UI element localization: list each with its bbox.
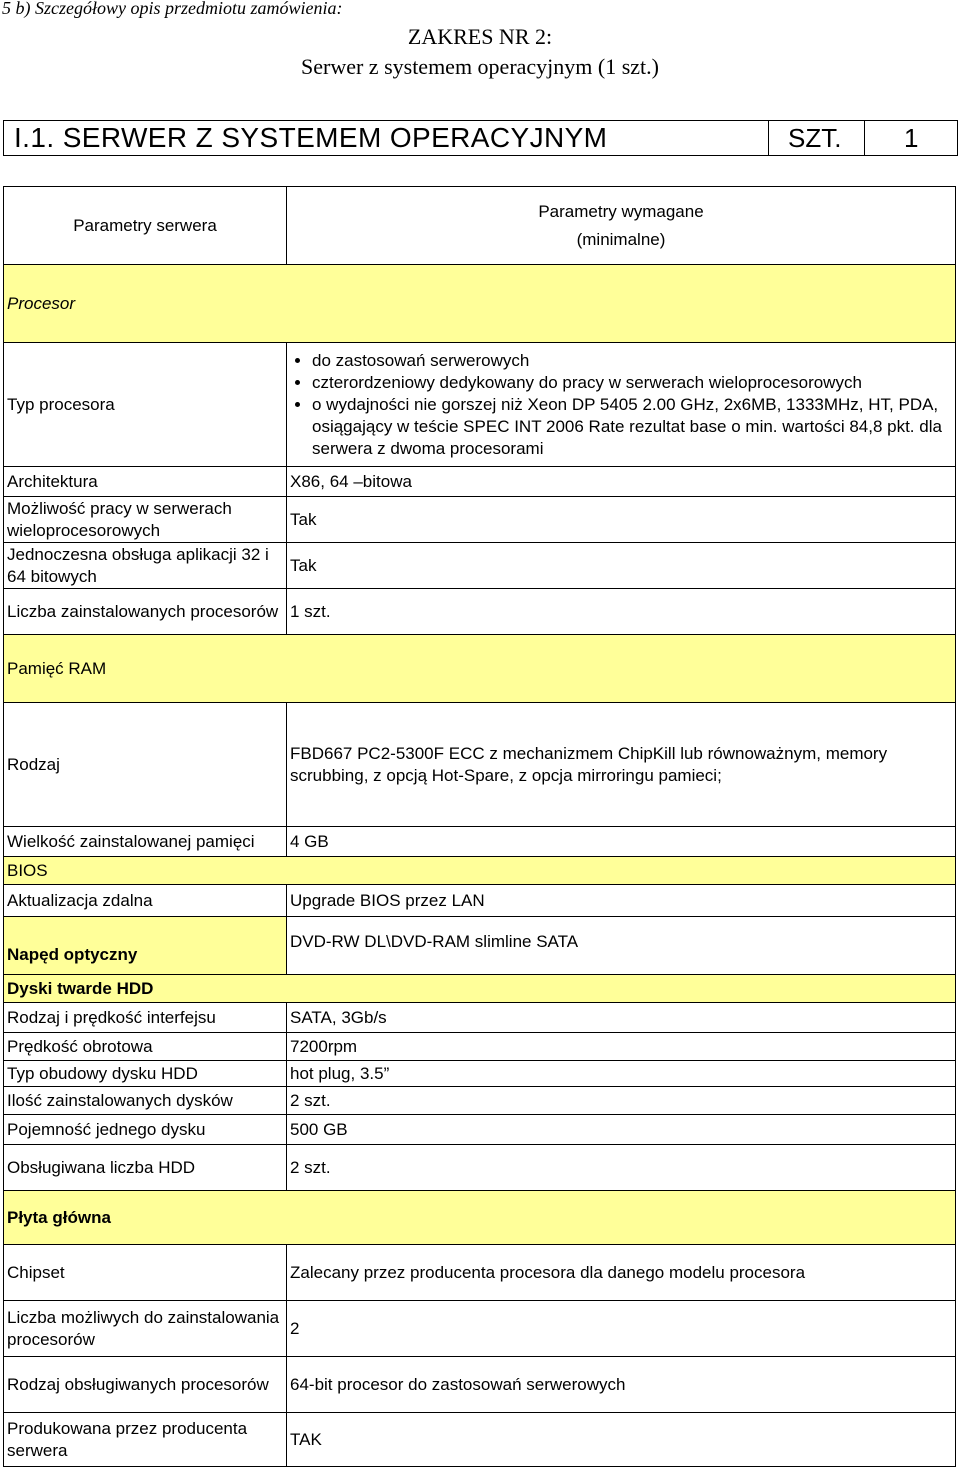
section-divider: [768, 121, 769, 155]
row-value: Upgrade BIOS przez LAN: [287, 885, 956, 917]
row-label: Prędkość obrotowa: [4, 1033, 287, 1061]
row-label: Typ obudowy dysku HDD: [4, 1061, 287, 1087]
row-value: hot plug, 3.5”: [287, 1061, 956, 1087]
row-label: Aktualizacja zdalna: [4, 885, 287, 917]
table-row: [4, 1087, 956, 1115]
document-subtitle: Serwer z systemem operacyjnym (1 szt.): [301, 54, 659, 79]
row-label: Możliwość pracy w serwerach wieloprocesorowych: [4, 497, 287, 543]
document-heading: 5 b) Szczegółowy opis przedmiotu zamówienia:: [2, 0, 343, 18]
section-divider: [864, 121, 865, 155]
table-row: [4, 703, 956, 827]
section-label-ram: Pamięć RAM: [4, 635, 956, 703]
table-row: [4, 827, 956, 857]
section-quantity: 1: [904, 123, 919, 153]
section-row-hdd: [4, 975, 956, 1003]
table-row: [4, 1301, 956, 1357]
section-label-plyta: Płyta główna: [4, 1191, 956, 1245]
row-value: 2 szt.: [287, 1087, 956, 1115]
section-label-bios: BIOS: [4, 857, 956, 885]
row-value: [287, 343, 956, 467]
row-value: SATA, 3Gb/s: [287, 1003, 956, 1033]
row-label: Architektura: [4, 467, 287, 497]
section-row-bios: [4, 857, 956, 885]
table-header-row: [4, 187, 956, 265]
row-value: Tak: [287, 497, 956, 543]
row-label: Pojemność jednego dysku: [4, 1115, 287, 1145]
section-row-plyta: [4, 1191, 956, 1245]
row-label: Produkowana przez producenta serwera: [4, 1413, 287, 1467]
table-row: [4, 1033, 956, 1061]
row-value: 500 GB: [287, 1115, 956, 1145]
header-params-required: Parametry wymagane (minimalne): [287, 187, 956, 265]
row-label: Ilość zainstalowanych dysków: [4, 1087, 287, 1115]
section-label-procesor: Procesor: [4, 265, 956, 343]
row-value: 1 szt.: [287, 589, 956, 635]
row-label: Rodzaj i prędkość interfejsu: [4, 1003, 287, 1033]
section-row-procesor: [4, 265, 956, 343]
section-label-hdd: Dyski twarde HDD: [4, 975, 956, 1003]
row-label: Wielkość zainstalowanej pamięci: [4, 827, 287, 857]
row-label: Liczba zainstalowanych procesorów: [4, 589, 287, 635]
row-value: FBD667 PC2-5300F ECC z mechanizmem ChipKill lub równoważnym, memory scrubbing, z opcją Hot-Spare, z opcja mirroringu pamieci;: [287, 703, 956, 827]
row-value: DVD-RW DL\DVD-RAM slimline SATA: [287, 917, 956, 975]
row-label: Rodzaj: [4, 703, 287, 827]
table-row: [4, 917, 956, 975]
row-value: Tak: [287, 543, 956, 589]
list-item: • do zastosowań serwerowych: [312, 350, 952, 372]
row-value: 2: [287, 1301, 956, 1357]
row-value: X86, 64 –bitowa: [287, 467, 956, 497]
row-label: Rodzaj obsługiwanych procesorów: [4, 1357, 287, 1413]
row-label: Chipset: [4, 1245, 287, 1301]
list-item: • o wydajności nie gorszej niż Xeon DP 5405 2.00 GHz, 2x6MB, 1333MHz, HT, PDA, osiągający w teście SPEC INT 2006 Rate rezultat base o min. wartości 84,8 pkt. dla serwera z dwoma procesorami: [312, 394, 952, 460]
table-row: [4, 1413, 956, 1467]
row-label: Liczba możliwych do zainstalowania procesorów: [4, 1301, 287, 1357]
table-row: [4, 543, 956, 589]
row-value: TAK: [287, 1413, 956, 1467]
processor-requirements-list: [290, 350, 952, 460]
zakres-title: ZAKRES NR 2:: [407, 24, 553, 49]
row-label: Jednoczesna obsługa aplikacji 32 i 64 bitowych: [4, 543, 287, 589]
header-params-server: Parametry serwera: [4, 187, 287, 265]
row-label: Typ procesora: [4, 343, 287, 467]
table-row: [4, 497, 956, 543]
table-row: [4, 1357, 956, 1413]
section-label-naped: Napęd optyczny: [4, 917, 287, 975]
row-value: 4 GB: [287, 827, 956, 857]
table-row: [4, 343, 956, 467]
table-row: [4, 1145, 956, 1191]
table-row: [4, 885, 956, 917]
table-row: [4, 1115, 956, 1145]
table-row: [4, 589, 956, 635]
table-row: [4, 467, 956, 497]
table-row: [4, 1245, 956, 1301]
table-row: [4, 1061, 956, 1087]
table-row: [4, 1003, 956, 1033]
list-item: • czterordzeniowy dedykowany do pracy w serwerach wieloprocesorowych: [312, 372, 952, 394]
row-value: 2 szt.: [287, 1145, 956, 1191]
section-header: [3, 120, 958, 156]
row-value: Zalecany przez producenta procesora dla danego modelu procesora: [287, 1245, 956, 1301]
section-title: I.1. SERWER Z SYSTEMEM OPERACYJNYM: [14, 122, 608, 153]
row-value: 7200rpm: [287, 1033, 956, 1061]
section-unit: SZT.: [788, 123, 842, 153]
section-row-ram: [4, 635, 956, 703]
row-value: 64-bit procesor do zastosowań serwerowych: [287, 1357, 956, 1413]
spec-table: [3, 186, 956, 1467]
row-label: Obsługiwana liczba HDD: [4, 1145, 287, 1191]
